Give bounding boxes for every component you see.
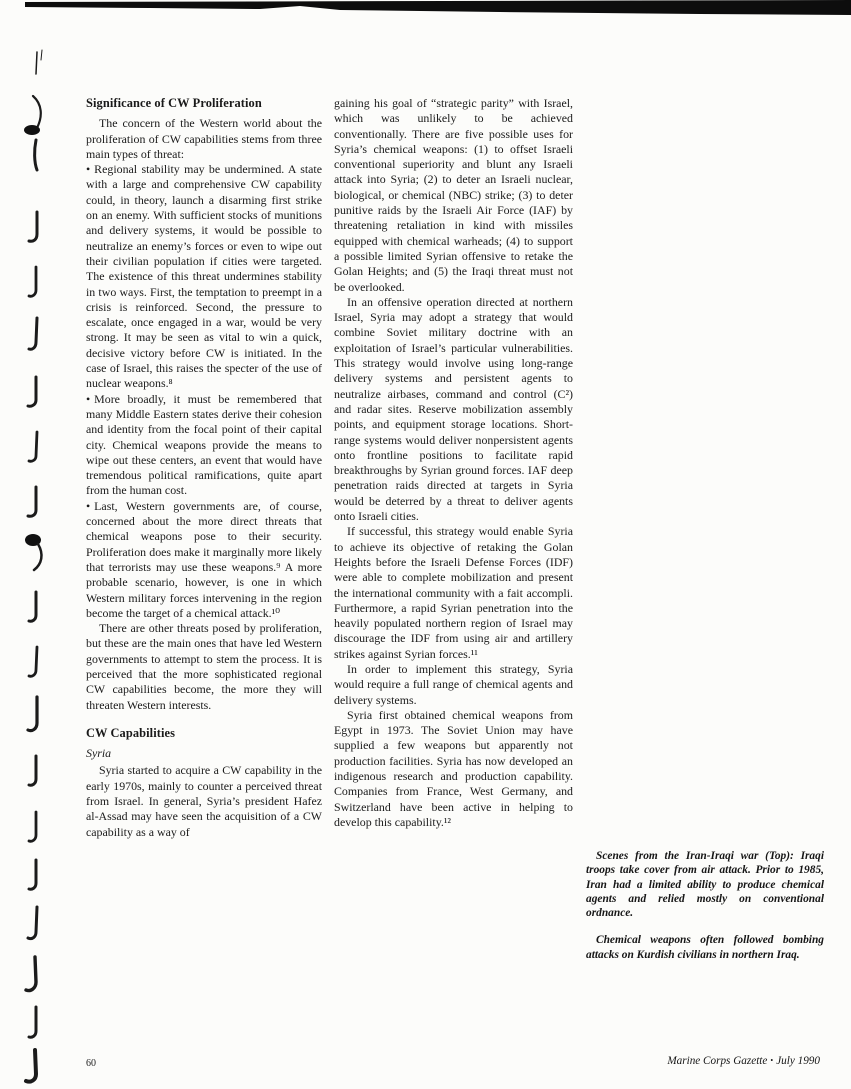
binding-mark	[29, 756, 36, 785]
binding-mark	[29, 647, 37, 676]
subheading-syria: Syria	[86, 746, 112, 761]
binding-mark	[29, 592, 36, 621]
binding-hole	[24, 125, 40, 135]
binding-mark	[29, 860, 36, 889]
binding-mark	[29, 318, 37, 349]
photo-caption: Scenes from the Iran-Iraqi war (Top): Iraqi troops take cover from air attack. Prior to 1985, Iran had a limited ability to produce chemical agents and relied mostly on conventional ordnance.	[586, 850, 824, 920]
journal-name: Marine Corps Gazette	[667, 1055, 768, 1067]
other-threats-paragraph: There are other threats posed by proliferation, but these are the main ones that have led Western governments to attempt to stem the process. It is perceived that the more sophisticated regional CW capabilities become, the more they will threaten Western interests.	[86, 621, 322, 712]
bullet-icon: •	[86, 391, 91, 406]
issue-date: July 1990	[776, 1055, 820, 1067]
paragraph: gaining his goal of “strategic parity” with Israel, which was unlikely to be achieved conventionally. There are five possible uses for Syria’s chemical weapons: (1) to offset Israeli conventional superiority and blunt any Israeli attack into Syria; (2) to deter an Israeli nuclear, biological, or chemical (NBC) strike; (3) to deter punitive raids by the Israeli Air Force (IAF) by threatening retaliation in kind with missiles equipped with chemical warheads; (4) to support a possible limited Syrian offensive to retake the Golan Heights; and (5) the Iraqi threat must not be overlooked.	[334, 96, 573, 294]
bullet-item	[86, 392, 322, 499]
binding-mark	[26, 957, 36, 991]
bullet-text: Last, Western governments are, of course, concerned about the more direct threats that chemical weapons pose to their security. Proliferation does make it marginally more likely that terrorists may use these weapons.⁹ A more probable scenario, however, is one in which Western military forces intervening in the region become the target of a chemical attack.¹⁰	[86, 498, 322, 620]
binding-mark	[28, 377, 36, 406]
binding-mark	[29, 267, 36, 296]
syria-paragraph: Syria started to acquire a CW capability in the early 1970s, mainly to counter a perceived threat from Israel. In general, Syria’s president Hafez al-Assad may have seen the acquisition of a CW capability as a way of	[86, 763, 322, 839]
binding-mark	[26, 1050, 36, 1082]
binding-mark	[28, 487, 36, 516]
bullet-icon: •	[86, 498, 91, 513]
paragraph: Syria first obtained chemical weapons from Egypt in 1973. The Soviet Union may have supplied a few weapons but apparently not production facilities. Syria has now developed an indigenous research and production capability. Companies from France, West Germany, and Switzerland have been active in helping to develop this capability.¹²	[334, 707, 573, 829]
left-column	[86, 96, 322, 1058]
journal-footer	[667, 1055, 820, 1067]
binding-mark	[29, 1007, 36, 1037]
paragraph: In order to implement this strategy, Syria would require a full range of chemical agents and delivery systems.	[334, 661, 573, 707]
binding-mark	[33, 96, 41, 128]
bullet-text: Regional stability may be undermined. A state with a large and comprehensive CW capability could, in theory, launch a disarming first strike on an enemy. With sufficient stocks of munitions and delivery systems, it would be possible to neutralize an enemy’s forces or even to wipe out their civilian population if cities were targeted. The existence of this threat undermines stability in two ways. First, the temptation to preempt in a crisis is reinforced. Second, the pressure to escalate, once engaged in a war, would be very strong. It may be seen as vital to win a quick, decisive victory before CW is initiated. In the case of Israel, this raises the specter of the use of nuclear weapons.⁸	[86, 162, 322, 391]
paragraph: In an offensive operation directed at northern Israel, Syria may adopt a strategy that would combine Soviet military doctrine with an exploitation of Israel’s particular vulnerabilities. This strategy would involve using long-range delivery systems and persistent agents to neutralize airbases, command and control (C²) and radar sites. Reserve mobilization assembly points, and equipment storage locations. Short-range systems would deliver nonpersistent agents onto frontline positions to facilitate rapid breakthroughs by Syrian ground forces. IAF deep penetration raids directed at targets in Syria would be deterred by a threat to deliver agents onto Israeli cities.	[334, 294, 573, 524]
bullet-icon: •	[86, 162, 91, 177]
scan-edge-top-bar	[0, 0, 851, 20]
paragraph: If successful, this strategy would enable Syria to achieve its objective of retaking the Golan Heights before the Israeli Defense Forces (IDF) were able to complete mobilization and present the international community with a fait accompli. Furthermore, a rapid Syrian penetration into the heavily populated northern region of Israel may discourage the IDF from using air and artillery strikes against Syrian forces.¹¹	[334, 524, 573, 661]
binding-mark	[34, 544, 41, 570]
page-number: 60	[86, 1058, 96, 1069]
binding-mark	[29, 212, 37, 241]
binding-mark	[29, 432, 37, 461]
photo-caption: Chemical weapons often followed bombing attacks on Kurdish civilians in northern Iraq.	[586, 934, 824, 961]
binding-mark	[36, 52, 37, 74]
binding-mark	[29, 812, 36, 841]
scan-bar-shape	[25, 0, 851, 15]
binding-mark	[41, 50, 42, 60]
bullet-text: More broadly, it must be remembered that many Middle Eastern states derive their cohesion and identity from the focal point of their capital city. Chemical weapons provide the means to wipe out these centers, an event that would have tremendous political ramifications, quite apart from the human cost.	[86, 391, 322, 498]
photo-captions	[586, 849, 824, 962]
binding-mark	[28, 907, 37, 939]
binding-mark	[35, 140, 37, 170]
intro-paragraph: The concern of the Western world about the proliferation of CW capabilities stems from three main types of threat:	[86, 116, 322, 161]
right-column	[334, 96, 573, 1058]
footer-separator-icon: •	[770, 1056, 774, 1065]
bullet-item	[86, 499, 322, 621]
heading-significance: Significance of CW Proliferation	[86, 96, 262, 110]
binding-marks	[20, 40, 70, 1089]
bullet-item	[86, 162, 322, 391]
heading-capabilities: CW Capabilities	[86, 725, 176, 740]
binding-mark	[28, 697, 37, 731]
